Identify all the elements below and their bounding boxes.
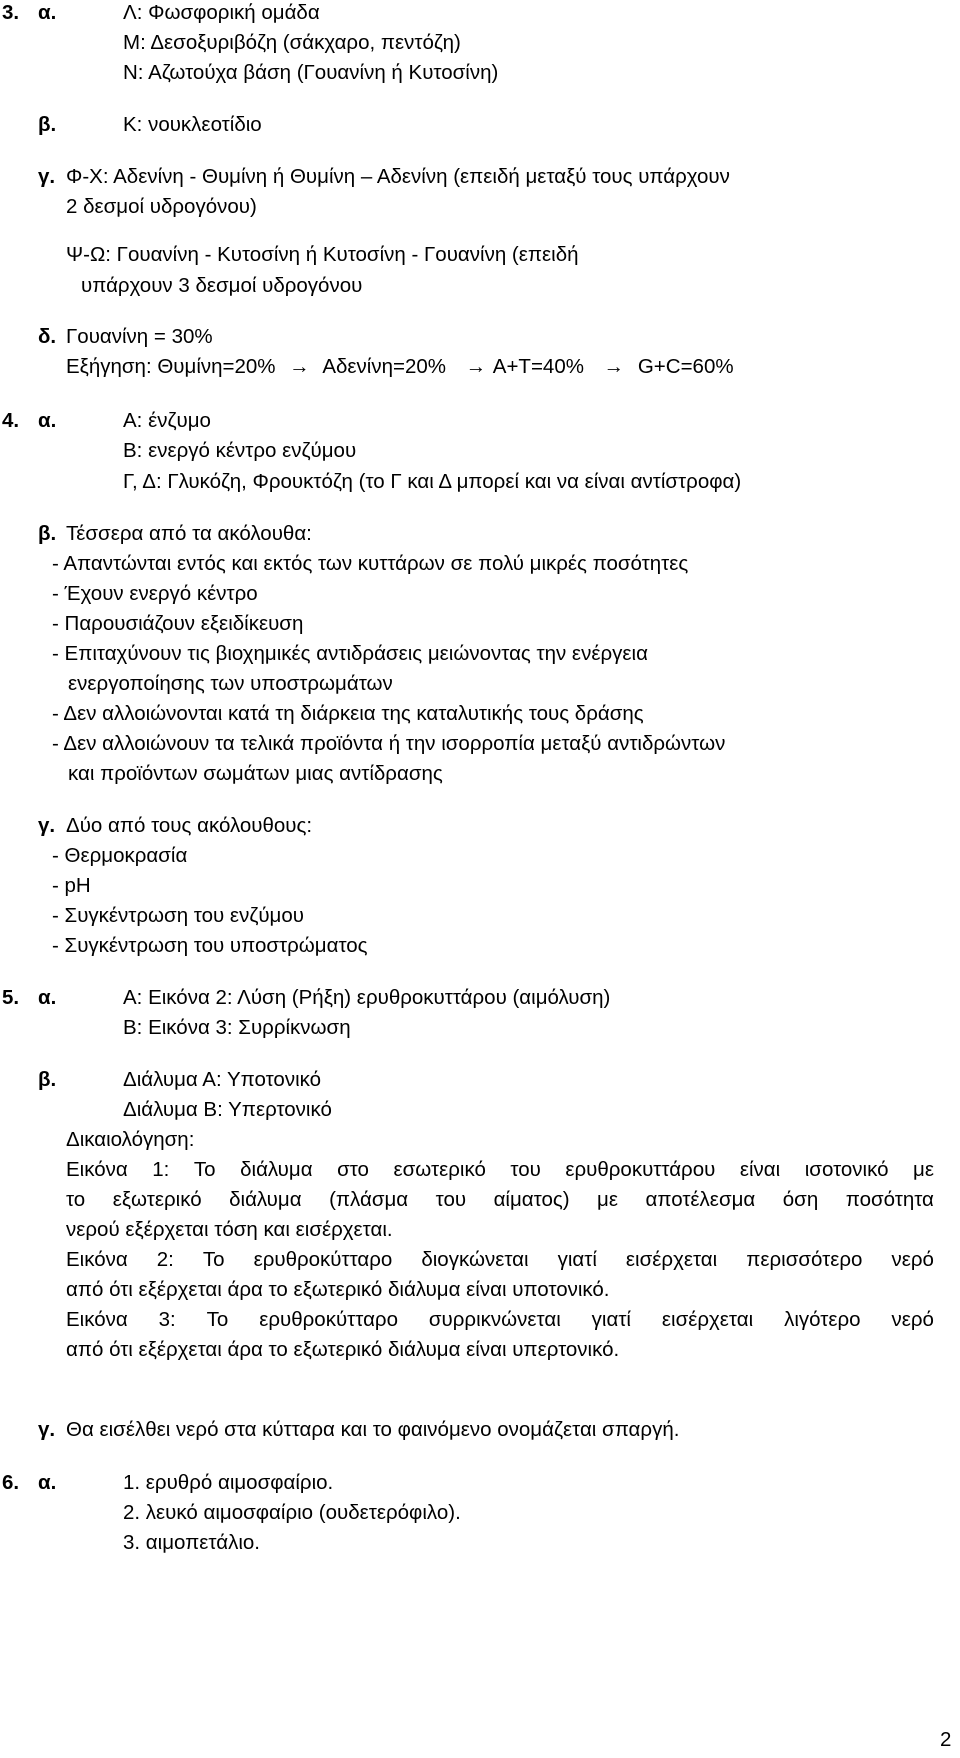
page-number: 2 xyxy=(940,1728,952,1751)
q4-a-letter: α. xyxy=(38,409,57,432)
q5-b-para-line-6: Εικόνα 3: Το ερυθροκύτταρο συρρικνώνεται γιατί εισέρχεται λιγότερο νερό xyxy=(66,1308,934,1331)
q6-a-letter: α. xyxy=(38,1471,57,1494)
arrow-right-icon: → xyxy=(289,355,310,378)
q4-b-item: - Παρουσιάζουν εξειδίκευση xyxy=(52,612,304,635)
q6-a-line-2: 2. λευκό αιμοσφαίριο (ουδετερόφιλο). xyxy=(123,1501,461,1524)
q5-a-line-2: Β: Εικόνα 3: Συρρίκνωση xyxy=(123,1016,351,1039)
q3-a-line-1: Λ: Φωσφορική ομάδα xyxy=(123,1,320,24)
q4-c-item: - Θερμοκρασία xyxy=(52,844,188,867)
q4-c-letter: γ. xyxy=(38,814,56,837)
q5-c-letter: γ. xyxy=(38,1418,56,1441)
q5-a-line-1: Α: Εικόνα 2: Λύση (Ρήξη) ερυθροκυττάρου (αιμόλυση) xyxy=(123,986,611,1009)
q3-d-step-1: Αδενίνη=20% xyxy=(322,355,446,378)
arrow-right-icon: → xyxy=(603,355,625,378)
q4-number: 4. xyxy=(2,409,20,432)
q3-number: 3. xyxy=(2,1,20,24)
q5-b-line-2: Διάλυμα Β: Υπερτονικό xyxy=(123,1098,332,1121)
q6-a-line-3: 3. αιμοπετάλιο. xyxy=(123,1531,260,1554)
q4-c-item: - Συγκέντρωση του ενζύμου xyxy=(52,904,304,927)
q5-c-text: Θα εισέλθει νερό στα κύτταρα και το φαινόμενο ονομάζεται σπαργή. xyxy=(66,1418,680,1441)
q4-b-item: - Απαντώνται εντός και εκτός των κυττάρων σε πολύ μικρές ποσότητες xyxy=(52,552,689,575)
q6-a-line-1: 1. ερυθρό αιμοσφαίριο. xyxy=(123,1471,334,1494)
q5-b-para-line-5: από ότι εξέρχεται άρα το εξωτερικό διάλυμα είναι υποτονικό. xyxy=(66,1278,610,1301)
q5-b-para-line-3: νερού εξέρχεται τόση και εισέρχεται. xyxy=(66,1218,393,1241)
q3-d-step-3: G+C=60% xyxy=(637,355,734,378)
q3-c-line-3: Ψ-Ω: Γουανίνη - Κυτοσίνη ή Κυτοσίνη - Γουανίνη (επειδή xyxy=(66,243,579,266)
q3-d-explanation xyxy=(66,357,734,378)
q3-c-letter: γ. xyxy=(38,165,56,188)
q4-a-line-1: Α: ένζυμο xyxy=(123,409,211,432)
q5-b-para-line-7: από ότι εξέρχεται άρα το εξωτερικό διάλυμα είναι υπερτονικό. xyxy=(66,1338,620,1361)
q4-b-item: - Δεν αλλοιώνονται κατά τη διάρκεια της καταλυτικής τους δράσης xyxy=(52,702,644,725)
q3-c-line-1: Φ-Χ: Αδενίνη - Θυμίνη ή Θυμίνη – Αδενίνη (επειδή μεταξύ τους υπάρχουν xyxy=(66,165,730,188)
q3-c-line-4: υπάρχουν 3 δεσμοί υδρογόνου xyxy=(81,274,363,297)
q3-b-text: Κ: νουκλεοτίδιο xyxy=(123,113,262,136)
q5-number: 5. xyxy=(2,986,20,1009)
q4-b-item: - Έχουν ενεργό κέντρο xyxy=(52,582,258,605)
q3-d-expl-label: Εξήγηση: Θυμίνη=20% xyxy=(66,355,276,378)
q3-d-letter: δ. xyxy=(38,325,57,348)
q3-a-letter: α. xyxy=(38,1,57,24)
q5-b-para-line-2: το εξωτερικό διάλυμα (πλάσμα του αίματος) με αποτέλεσμα όση ποσότητα xyxy=(66,1188,934,1211)
q4-c-intro: Δύο από τους ακόλουθους: xyxy=(66,814,313,837)
q4-a-line-2: Β: ενεργό κέντρο ενζύμου xyxy=(123,439,357,462)
q4-b-intro: Τέσσερα από τα ακόλουθα: xyxy=(66,522,312,545)
q3-d-line-1: Γουανίνη = 30% xyxy=(66,325,213,348)
q5-b-line-1: Διάλυμα Α: Υποτονικό xyxy=(123,1068,322,1091)
q3-a-line-3: Ν: Αζωτούχα βάση (Γουανίνη ή Κυτοσίνη) xyxy=(123,61,499,84)
q4-b-item-continued: ενεργοποίησης των υποστρωμάτων xyxy=(68,672,393,695)
q3-b-letter: β. xyxy=(38,113,57,136)
q4-c-item: - Συγκέντρωση του υποστρώματος xyxy=(52,934,368,957)
q5-b-justification-label: Δικαιολόγηση: xyxy=(66,1128,195,1151)
q5-b-para-line-1: Εικόνα 1: Το διάλυμα στο εσωτερικό του ερυθροκυττάρου είναι ισοτονικό με xyxy=(66,1158,934,1181)
q4-b-item: - Επιταχύνουν τις βιοχημικές αντιδράσεις μειώνοντας την ενέργεια xyxy=(52,642,648,665)
q6-number: 6. xyxy=(2,1471,20,1494)
q5-b-letter: β. xyxy=(38,1068,57,1091)
q4-b-item-continued: και προϊόντων σωμάτων μιας αντίδρασης xyxy=(68,762,443,785)
arrow-right-icon: → xyxy=(465,355,487,378)
q3-a-line-2: Μ: Δεσοξυριβόζη (σάκχαρο, πεντόζη) xyxy=(123,31,461,54)
q4-a-line-3: Γ, Δ: Γλυκόζη, Φρουκτόζη (το Γ και Δ μπορεί και να είναι αντίστροφα) xyxy=(123,470,742,493)
q4-c-item: - pH xyxy=(52,874,91,897)
q3-d-step-2: Α+Τ=40% xyxy=(492,355,584,378)
q4-b-item: - Δεν αλλοιώνουν τα τελικά προϊόντα ή την ισορροπία μεταξύ αντιδρώντων xyxy=(52,732,726,755)
q5-b-para-line-4: Εικόνα 2: Το ερυθροκύτταρο διογκώνεται γιατί εισέρχεται περισσότερο νερό xyxy=(66,1248,934,1271)
q5-a-letter: α. xyxy=(38,986,57,1009)
q3-c-line-2: 2 δεσμοί υδρογόνου) xyxy=(66,195,257,218)
q4-b-letter: β. xyxy=(38,522,57,545)
